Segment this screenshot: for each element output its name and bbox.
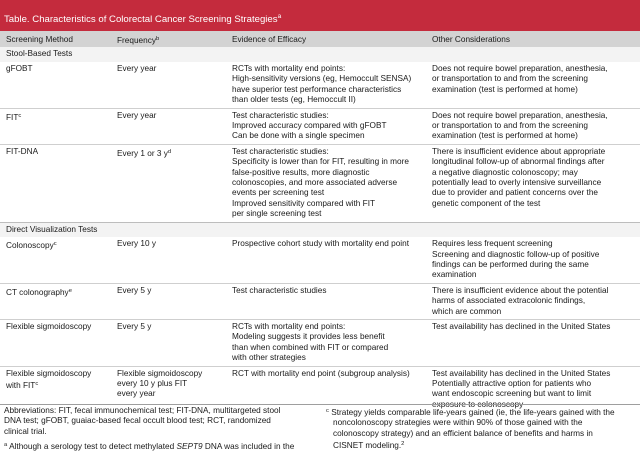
cell-evidence-line: Improved accuracy compared with gFOBT <box>232 121 387 131</box>
table-body <box>0 47 640 412</box>
cell-evidence-line: false-positive results, more diagnostic <box>232 167 370 177</box>
table-title-footnote-marker: a <box>277 13 282 20</box>
footnote-abbrev-line: Abbreviations: FIT, fecal immunochemical test; FIT-DNA, multitargeted stool <box>4 406 281 415</box>
footnotes-right-column <box>326 406 638 452</box>
cell-other-line: harms of associated extracolonic findings, <box>432 296 586 306</box>
cell-evidence-line: per single screening test <box>232 209 322 219</box>
cell-other-line: Test availability has declined in the United States <box>432 368 611 378</box>
cell-frequency <box>111 62 226 108</box>
cell-frequency-line: every year <box>117 389 156 399</box>
cell-other-line: Screening and diagnostic follow-up of positive <box>432 249 600 259</box>
cell-frequency-line: Every 1 or 3 $y^d$ <box>117 148 172 158</box>
header-screening-method: Screening Method <box>0 31 111 47</box>
cell-other <box>426 62 640 108</box>
cell-method-line: CT colonography$^e$ <box>6 287 72 297</box>
cell-frequency <box>111 144 226 222</box>
cell-method <box>0 108 111 144</box>
cell-method-line: gFOBT <box>6 64 33 73</box>
cell-other <box>426 283 640 319</box>
section-label: Direct Visualization Tests <box>0 222 640 237</box>
table-header-row <box>0 31 640 47</box>
cell-other-line: genetic component of the test <box>432 198 541 208</box>
header-evidence: Evidence of Efficacy <box>226 31 426 47</box>
cell-evidence-line: have superior test performance characteristics <box>232 84 402 94</box>
cell-other <box>426 144 640 222</box>
footnote-abbrev-line: DNA test; gFOBT, guaiac-based fecal occult blood test; RCT, randomized <box>4 416 271 426</box>
cell-other-line: examination (test is performed at home) <box>432 84 578 94</box>
cell-frequency <box>111 237 226 283</box>
cell-other-line: findings can be performed during the same <box>432 260 589 269</box>
cell-other-line: Does not require bowel preparation, anesthesia, <box>432 64 608 73</box>
cell-other <box>426 108 640 144</box>
table-footnotes <box>0 404 640 468</box>
table-title: Table. Characteristics of Colorectal Cancer Screening Strategies <box>4 14 278 25</box>
header-frequency: Frequency$^b$ <box>111 31 226 47</box>
footnote-c-line: CISNET modeling.$^2$ <box>333 441 405 451</box>
section-row-stool <box>0 47 640 62</box>
cell-other-line: exposure to colonoscopy <box>432 399 524 409</box>
footnote-abbrev-line: clinical trial. <box>4 426 47 436</box>
section-label: Stool-Based Tests <box>0 47 640 62</box>
cell-frequency-line: Every 5 y <box>117 322 152 332</box>
cell-evidence-line: Modeling suggests it provides less benefit <box>232 332 385 342</box>
cell-evidence-line: with other strategies <box>232 353 306 363</box>
cell-other-line: Does not require bowel preparation, anesthesia, <box>432 110 608 120</box>
cell-method <box>0 62 111 108</box>
table-row <box>0 237 640 283</box>
cell-evidence-line: Test characteristic studies: <box>232 146 329 156</box>
table-row <box>0 320 640 367</box>
cell-other-line: or transportation to and from the screening <box>432 74 588 84</box>
screening-strategies-table <box>0 31 640 412</box>
cell-evidence-line: Test characteristic studies: <box>232 110 329 120</box>
cell-evidence-line: Can be done with a single specimen <box>232 131 365 141</box>
cell-method-line: Flexible sigmoidoscopy <box>6 368 92 378</box>
cell-evidence-line: RCTs with mortality end points: <box>232 64 346 73</box>
cell-method-line: Flexible sigmoidoscopy <box>6 322 92 332</box>
cell-other <box>426 237 640 283</box>
cell-evidence-line: than when combined with FIT or compared <box>232 342 389 352</box>
cell-method <box>0 320 111 367</box>
cell-other-line: want endoscopic screening but want to limit <box>432 389 592 399</box>
cell-frequency <box>111 320 226 367</box>
cell-evidence-line: events per screening test <box>232 188 325 198</box>
cell-other-line: a negative diagnostic colonoscopy; may <box>432 167 578 177</box>
cell-method <box>0 283 111 319</box>
cell-evidence-line: than older tests (eg, Hemoccult II) <box>232 95 356 105</box>
cell-evidence <box>226 62 426 108</box>
cell-other-line: There is insufficient evidence about appropriate <box>432 146 606 156</box>
cell-other-line: examination <box>432 270 477 280</box>
footnote-c-line: noncolonoscopy strategies were within 90% of those gained with the <box>333 418 583 428</box>
cell-method-line: FIT-DNA <box>6 146 39 156</box>
cell-frequency-line: Flexible sigmoidoscopy <box>117 368 203 378</box>
cell-other-line: There is insufficient evidence about the potential <box>432 285 609 295</box>
footnote-a: $^a$ Although a serology test to detect methylated SEPT9 DNA was included in the <box>4 442 295 452</box>
cell-evidence-line: Improved sensitivity compared with FIT <box>232 198 376 208</box>
cell-frequency-line: every 10 y plus FIT <box>117 379 188 389</box>
footnote-c-line: $^c$ Strategy yields comparable life-years gained (ie, the life-years gained with the <box>326 408 615 417</box>
cell-frequency-line: Every year <box>117 64 157 73</box>
cell-frequency-line: Every year <box>117 110 157 120</box>
cell-other-line: potentially lead to overly intensive surveillance <box>432 178 602 188</box>
cell-evidence <box>226 283 426 319</box>
cell-evidence-line: Prospective cohort study with mortality end point <box>232 239 410 249</box>
cell-other-line: longitudinal follow-up of abnormal findings after <box>432 157 605 167</box>
cell-other-line: due to provider and patient concerns over the <box>432 188 599 198</box>
section-row-direct <box>0 222 640 237</box>
cell-other-line: which are common <box>432 306 502 316</box>
cell-frequency <box>111 108 226 144</box>
footnote-divider <box>0 404 640 405</box>
footnote-c-line: colonoscopy strategy) and an efficient balance of benefits and harms in <box>333 428 593 438</box>
cell-evidence-line: Test characteristic studies <box>232 285 327 295</box>
cell-other-line: or transportation to and from the screening <box>432 121 588 131</box>
cell-evidence-line: RCT with mortality end point (subgroup analysis) <box>232 368 410 378</box>
cell-method <box>0 144 111 222</box>
cell-evidence <box>226 237 426 283</box>
cell-frequency-line: Every 10 y <box>117 239 156 249</box>
cell-evidence <box>226 320 426 367</box>
footnotes-left-column <box>4 406 309 453</box>
table-row <box>0 144 640 222</box>
cell-method-line: FIT$^c$ <box>6 112 22 122</box>
cell-frequency-line: Every 5 y <box>117 285 152 295</box>
cell-other-line: examination (test is performed at home) <box>432 131 578 141</box>
header-other-considerations: Other Considerations <box>426 31 640 47</box>
cell-evidence <box>226 108 426 144</box>
cell-method-line: Colonoscopy$^c$ <box>6 241 57 251</box>
cell-method-line: with FIT$^c$ <box>6 381 39 391</box>
cell-evidence-line: colonoscopies, and more associated adverse <box>232 178 398 188</box>
cell-evidence-line: Specificity is lower than for FIT, resulting in more <box>232 157 409 167</box>
cell-evidence-line: High-sensitivity versions (eg, Hemoccult SENSA) <box>232 74 412 84</box>
table-row <box>0 62 640 108</box>
table-title-bar <box>0 0 640 31</box>
table-row <box>0 108 640 144</box>
table-row <box>0 283 640 319</box>
cell-other-line: Requires less frequent screening <box>432 239 553 249</box>
cell-other-line: Test availability has declined in the United States <box>432 322 611 332</box>
cell-evidence-line: RCTs with mortality end points: <box>232 322 346 332</box>
cell-method <box>0 237 111 283</box>
cell-frequency <box>111 283 226 319</box>
cell-other-line: Potentially attractive option for patients who <box>432 379 592 389</box>
cell-other <box>426 320 640 367</box>
cell-evidence <box>226 144 426 222</box>
